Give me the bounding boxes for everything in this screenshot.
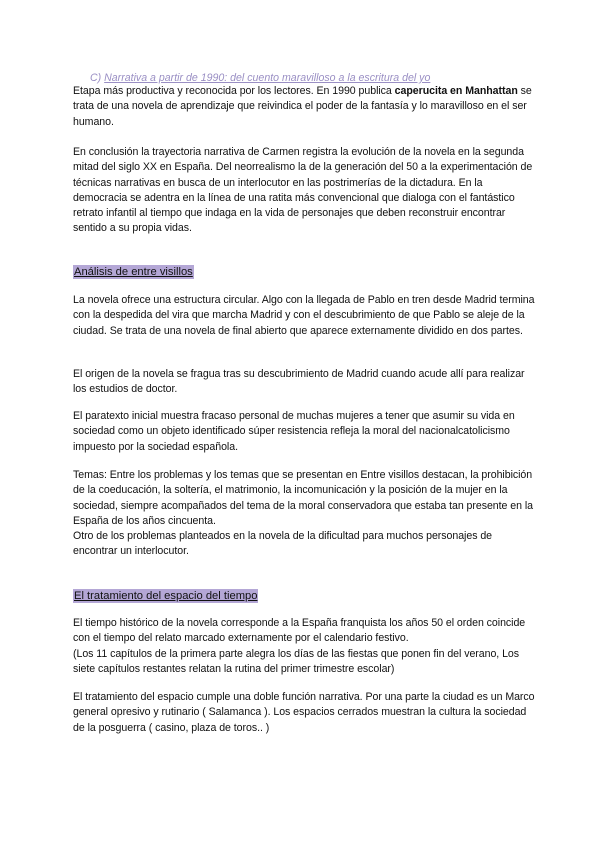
subsection-heading [90, 71, 430, 85]
section2-heading: El tratamiento del espacio del tiempo [74, 590, 258, 602]
section1-paragraph-3: El paratexto inicial muestra fracaso personal de muchas mujeres a tener que asumir su vida en sociedad como un objeto identificado súper resistencia refleja la moral del nacionalcatolicismo impuesto por la sociedad española. [73, 410, 515, 453]
section1-themes-text: Temas: Entre los problemas y los temas que se presentan en Entre visillos destacan, la prohibición de la coeducación, la soltería, el matrimonio, la incomunicación y la posición de la mujer en la sociedad, siempre acompañados del tema de la moral conservadora que estaba tan presente en la España de los años cincuenta. [73, 469, 533, 527]
intro-text-after: se trata de una novela de aprendizaje que reivindica el poder de la fantasía y lo maravilloso en el ser humano. [73, 85, 532, 128]
section2-chapters-text: (Los 11 capítulos de la primera parte alegra los días de las fiestas que ponen fin del verano, Los siete capítulos restantes relatan la rutina del primer trimestre escolar) [73, 647, 520, 675]
subsection-label: C) [90, 72, 102, 84]
conclusion-paragraph: En conclusión la trayectoria narrativa de Carmen registra la evolución de la novela en la segunda mitad del siglo XX en España. Del neorrealismo la de la generación del 50 a la experimentación de técnicas narrativas en busca de un interlocutor en las postrimerías de la dictadura. En la democracia se adentra en la línea de una ratita más convencional que dialoga con el fantástico retrato infantil al tiempo que indaga en la vida de personajes que deben reconstruir encontrar sentido a su propia vidas. [73, 146, 533, 235]
intro-bold-title: caperucita en Manhattan [394, 85, 518, 97]
section2-paragraph-1 [73, 616, 535, 677]
section1-themes-text-2: Otro de los problemas planteados en la novela de la dificultad para muchos personajes de encontrar un interlocutor. [73, 530, 493, 558]
intro-paragraph [73, 84, 535, 130]
section2-time-text: El tiempo histórico de la novela corresponde a la España franquista los años 50 el orden coincide con el tiempo del relato marcado externamente por el calendario festivo. [73, 617, 526, 645]
subsection-title[interactable]: Narrativa a partir de 1990: del cuento maravilloso a la escritura del yo [104, 72, 431, 84]
section1-paragraph-4 [73, 468, 535, 560]
section1-heading-wrap [73, 262, 194, 280]
section1-heading: Análisis de entre visillos [74, 266, 193, 278]
section1-paragraph-2: El origen de la novela se fragua tras su descubrimiento de Madrid cuando acude allí para realizar los estudios de doctor. [73, 368, 525, 396]
section2-paragraph-2: El tratamiento del espacio cumple una doble función narrativa. Por una parte la ciudad es un Marco general opresivo y rutinario ( Salamanca ). Los espacios cerrados muestran la cultura la sociedad de la posguerra ( casino, plaza de toros.. ) [73, 691, 535, 734]
intro-text-before: Etapa más productiva y reconocida por los lectores. En 1990 publica [73, 85, 395, 97]
section1-paragraph-1: La novela ofrece una estructura circular. Algo con la llegada de Pablo en tren desde Madrid termina con la despedida del vira que marcha Madrid y con el descubrimiento de que Pablo se aleje de la ciudad. Se trata de una novela de final abierto que aparece externamente dividido en dos partes. [73, 294, 535, 337]
section2-heading-wrap [73, 586, 258, 604]
